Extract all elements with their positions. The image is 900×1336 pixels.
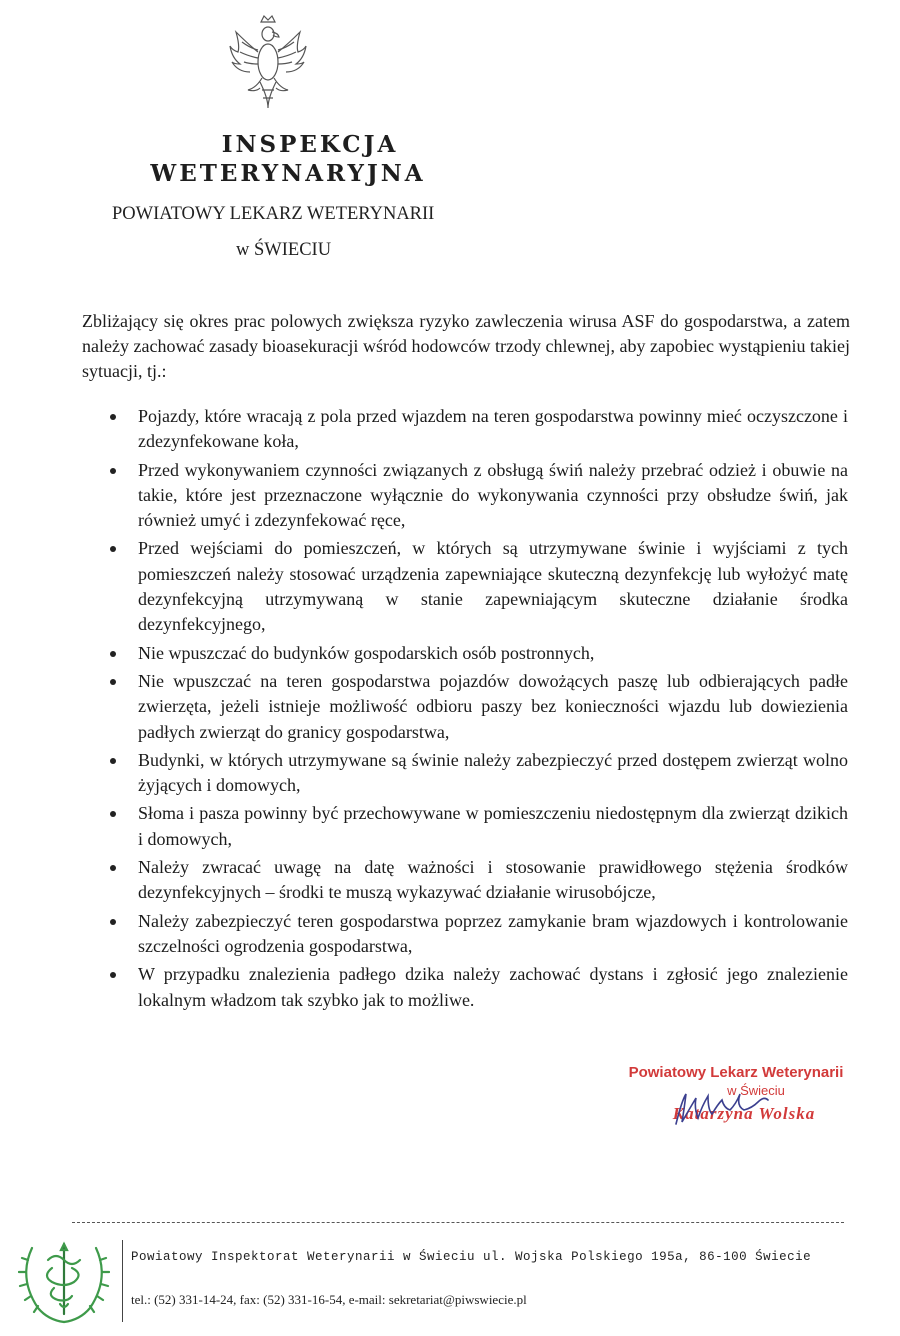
office-location: w ŚWIECIU	[236, 240, 332, 260]
list-item: Pojazdy, które wracają z pola przed wjazdem na teren gospodarstwa powinny mieć oczyszczone i zdezynfekowane koła,	[108, 404, 848, 455]
bullet-icon	[110, 758, 116, 764]
stamp-name: Katarzyna Wolska	[672, 1104, 816, 1123]
footer-vertical-rule	[122, 1240, 123, 1322]
list-item: W przypadku znalezienia padłego dzika należy zachować dystans i zgłosić jego znalezienie lokalnym władzom tak szybko jak to możliwe.	[108, 962, 848, 1013]
list-item: Słoma i pasza powinny być przechowywane w pomieszczeniu niedostępnym dla zwierząt dzikich i domowych,	[108, 801, 848, 852]
stamp-title: Powiatowy Lekarz Weterynarii	[628, 1064, 844, 1081]
stamp-location: w Świeciu	[727, 1083, 785, 1098]
footer-divider	[72, 1222, 844, 1223]
list-item: Nie wpuszczać do budynków gospodarskich osób postronnych,	[108, 641, 848, 666]
office-title: POWIATOWY LEKARZ WETERYNARII	[112, 204, 435, 224]
handwritten-signature-icon	[668, 1084, 798, 1134]
list-item: Nie wpuszczać na teren gospodarstwa pojazdów dowożących paszę lub odbierających padłe zwierzęta, jeżeli istnieje możliwość odbioru paszy bez konieczności wjazdu lub dowiezienia padłych zwierząt do granicy gospodarstwa,	[108, 669, 848, 745]
footer-address: Powiatowy Inspektorat Weterynarii w Świeciu ul. Wojska Polskiego 195a, 86-100 Świecie	[131, 1250, 812, 1264]
list-item: Przed wykonywaniem czynności związanych z obsługą świń należy przebrać odzież i obuwie na takie, które jest przeznaczone wyłącznie do wykonywania czynności przy obsłudze świń, jak również umyć i zdezynfekować ręce,	[108, 458, 848, 534]
bullet-icon	[110, 651, 116, 657]
footer-contact: tel.: (52) 331-14-24, fax: (52) 331-16-54, e-mail: sekretariat@piwswiecie.pl	[131, 1292, 527, 1307]
bullet-icon	[110, 919, 116, 925]
institution-name-line2: WETERYNARYJNA	[150, 160, 426, 187]
bullet-icon	[110, 865, 116, 871]
bullet-icon	[110, 546, 116, 552]
bullet-icon	[110, 414, 116, 420]
intro-paragraph: Zbliżający się okres prac polowych zwiększa ryzyko zawleczenia wirusa ASF do gospodarstwa, a zatem należy zachować zasady bioasekuracji wśród hodowców trzody chlewnej, aby zapobiec wystąpieniu takiej sytuacji, tj.:	[82, 311, 850, 381]
bullet-icon	[110, 811, 116, 817]
list-item: Budynki, w których utrzymywane są świnie należy zabezpieczyć przed dostępem zwierząt wolno żyjących i domowych,	[108, 748, 848, 799]
biosecurity-rules-list	[108, 404, 848, 1016]
list-item: Należy zwracać uwagę na datę ważności i stosowanie prawidłowego stężenia środków dezynfekcyjnych – środki te muszą wykazywać działanie wirusobójcze,	[108, 855, 848, 906]
institution-name-line1: INSPEKCJA	[221, 131, 399, 158]
bullet-icon	[110, 972, 116, 978]
veterinary-caduceus-logo-icon	[18, 1238, 110, 1324]
bullet-icon	[110, 468, 116, 474]
eagle-emblem-icon	[228, 12, 308, 112]
bullet-icon	[110, 679, 116, 685]
list-item: Należy zabezpieczyć teren gospodarstwa poprzez zamykanie bram wjazdowych i kontrolowanie szczelności ogrodzenia gospodarstwa,	[108, 909, 848, 960]
list-item: Przed wejściami do pomieszczeń, w których są utrzymywane świnie i wyjściami z tych pomieszczeń należy stosować urządzenia zapewniające skuteczną dezynfekcję lub wyłożyć matę dezynfekcyjną utrzymywaną w stanie zapewniającym skuteczne działanie środka dezynfekcyjnego,	[108, 536, 848, 637]
